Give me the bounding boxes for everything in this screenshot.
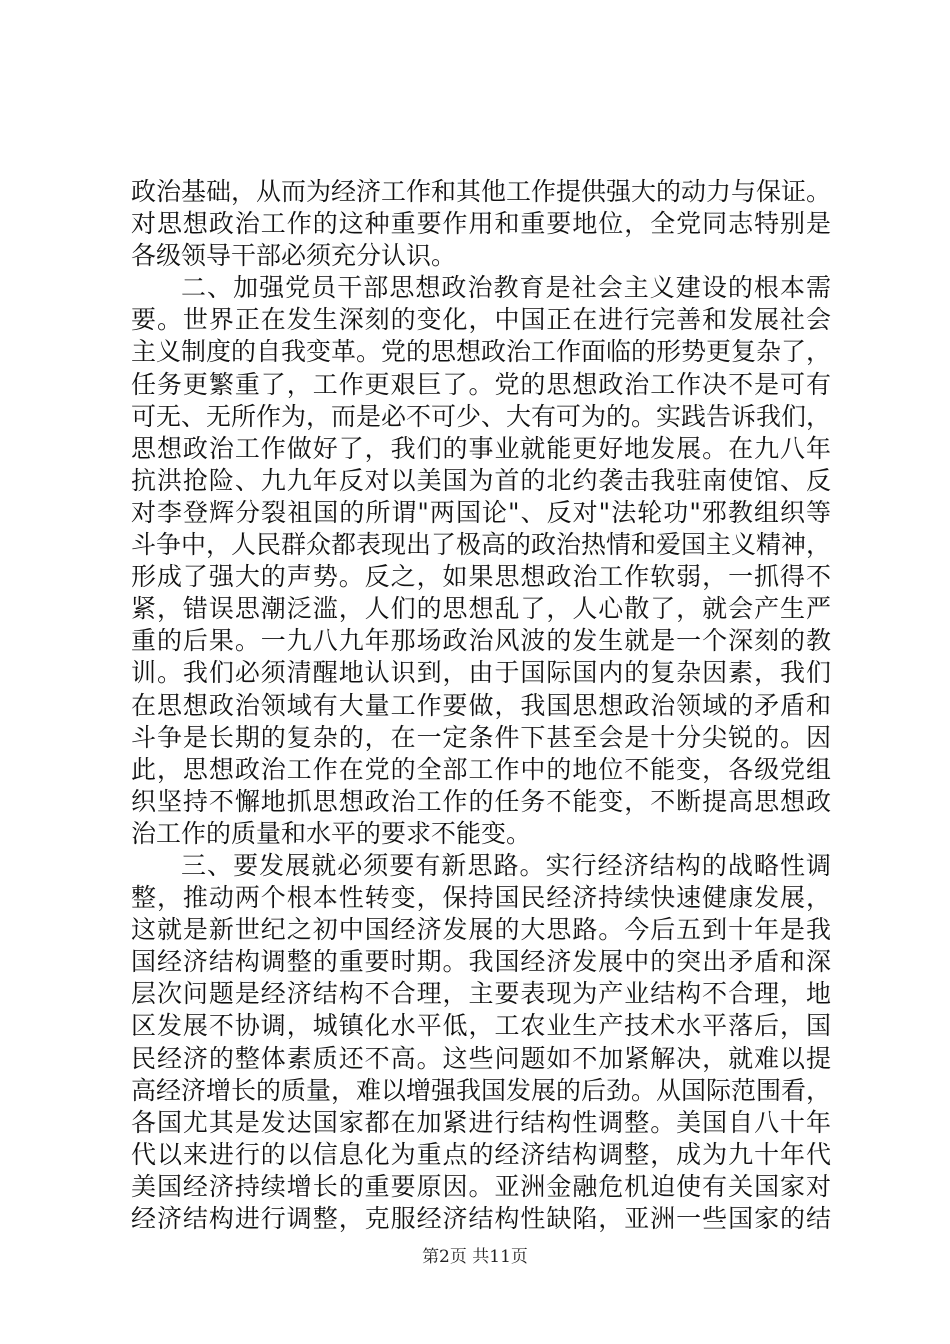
text-line: 可无、无所作为，而是必不可少、大有可为的。实践告诉我们， <box>131 401 832 431</box>
text-line: 紧，错误思潮泛滥，人们的思想乱了，人心散了，就会产生严 <box>131 594 831 624</box>
text-line: 在思想政治领域有大量工作要做，我国思想政治领域的矛盾和 <box>131 690 831 720</box>
text-line: 主义制度的自我变革。党的思想政治工作面临的形势更复杂了， <box>131 337 832 367</box>
text-line: 形成了强大的声势。反之，如果思想政治工作软弱，一抓得不 <box>131 562 831 592</box>
text-line: 整，推动两个根本性转变，保持国民经济持续快速健康发展， <box>131 883 831 913</box>
text-line: 国经济结构调整的重要时期。我国经济发展中的突出矛盾和深 <box>131 947 831 977</box>
text-line: 高经济增长的质量，难以增强我国发展的后劲。从国际范围看， <box>131 1075 832 1105</box>
text-line: 层次问题是经济结构不合理，主要表现为产业结构不合理，地 <box>131 979 831 1009</box>
text-line: 这就是新世纪之初中国经济发展的大思路。今后五到十年是我 <box>131 915 831 945</box>
text-line: 二、加强党员干部思想政治教育是社会主义建设的根本需 <box>181 273 831 303</box>
text-line: 此，思想政治工作在党的全部工作中的地位不能变，各级党组 <box>131 754 831 784</box>
text-line: 思想政治工作做好了，我们的事业就能更好地发展。在九八年 <box>131 433 831 463</box>
text-line: 各国尤其是发达国家都在加紧进行结构性调整。美国自八十年 <box>131 1107 831 1137</box>
text-line: 民经济的整体素质还不高。这些问题如不加紧解决，就难以提 <box>131 1043 831 1073</box>
text-line: 训。我们必须清醒地认识到，由于国际国内的复杂因素，我们 <box>131 658 831 688</box>
page-number-footer: 第2页 共11页 <box>422 1247 528 1267</box>
text-line: 重的后果。一九八九年那场政治风波的发生就是一个深刻的教 <box>131 626 831 656</box>
text-line: 斗争中，人民群众都表现出了极高的政治热情和爱国主义精神， <box>131 530 832 560</box>
text-line: 对思想政治工作的这种重要作用和重要地位，全党同志特别是 <box>131 209 831 239</box>
paragraph-1 <box>131 176 831 272</box>
text-line: 治工作的质量和水平的要求不能变。 <box>131 818 532 848</box>
text-line: 政治基础，从而为经济工作和其他工作提供强大的动力与保证。 <box>131 177 832 206</box>
body-text <box>131 176 831 1235</box>
paragraph-3 <box>131 850 831 1235</box>
text-line: 斗争是长期的复杂的，在一定条件下甚至会是十分尖锐的。因 <box>131 722 831 752</box>
text-line: 抗洪抢险、九九年反对以美国为首的北约袭击我驻南使馆、反 <box>131 465 831 495</box>
text-line: 织坚持不懈地抓思想政治工作的任务不能变，不断提高思想政 <box>131 786 831 816</box>
text-line: 代以来进行的以信息化为重点的经济结构调整，成为九十年代 <box>131 1139 831 1169</box>
paragraph-2 <box>131 272 831 850</box>
text-line: 要。世界正在发生深刻的变化，中国正在进行完善和发展社会 <box>131 305 831 335</box>
text-line: 美国经济持续增长的重要原因。亚洲金融危机迫使有关国家对 <box>131 1171 831 1201</box>
text-line: 任务更繁重了，工作更艰巨了。党的思想政治工作决不是可有 <box>131 369 831 399</box>
text-line: 三、要发展就必须要有新思路。实行经济结构的战略性调 <box>181 850 831 880</box>
text-line: 经济结构进行调整，克服经济结构性缺陷，亚洲一些国家的结 <box>131 1204 831 1233</box>
text-line: 各级领导干部必须充分认识。 <box>131 241 457 271</box>
text-line: 对李登辉分裂祖国的所谓"两国论"、反对"法轮功"邪教组织等 <box>131 497 831 527</box>
text-line: 区发展不协调，城镇化水平低，工农业生产技术水平落后，国 <box>131 1011 831 1041</box>
